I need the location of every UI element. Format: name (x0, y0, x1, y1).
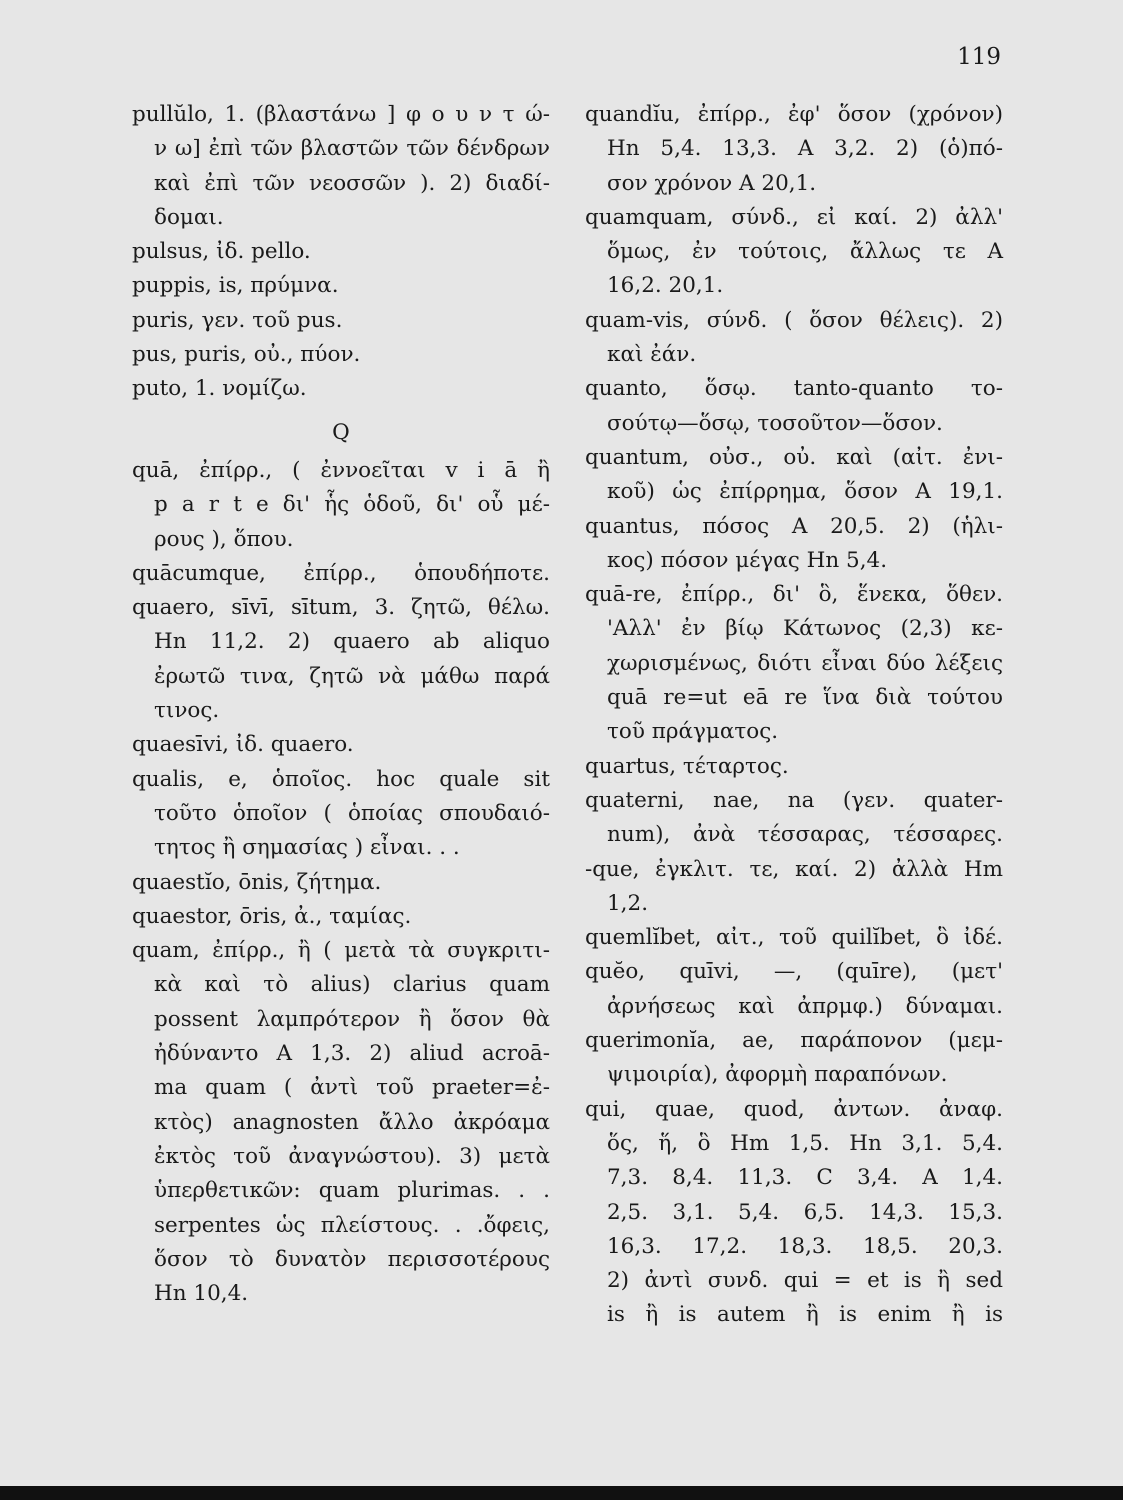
right-column-line: κοῦ) ὡς ἐπίρρημα, ὅσον A 19,1. (607, 479, 1003, 505)
right-column-line: 'Αλλ' ἐν βίῳ Κάτωνος (2,3) κε- (607, 616, 1003, 642)
left-column-line: pus, puris, οὐ., πύον. (132, 342, 361, 368)
left-column-line: Hn 10,4. (154, 1281, 249, 1307)
right-column-line: 16,3. 17,2. 18,3. 18,5. 20,3. (607, 1233, 1003, 1259)
right-column-line: quĕo, quīvi, —, (quīre), (μετ' (585, 959, 1003, 985)
right-column-line: quartus, τέταρτος. (585, 753, 789, 779)
left-column-line: puto, 1. νομίζω. (132, 376, 307, 402)
right-column-line: 16,2. 20,1. (607, 273, 724, 299)
right-column-line: ὅμως, ἐν τούτοις, ἄλλως τε A (607, 239, 1003, 265)
right-column-line: 1,2. (607, 890, 649, 916)
right-column (585, 98, 1003, 1333)
right-column-line: ὅς, ἥ, ὃ Hm 1,5. Hn 3,1. 5,4. (607, 1130, 1003, 1156)
left-column-line: καὶ ἐπὶ τῶν νεοσσῶν ). 2) διαδί- (154, 170, 550, 196)
right-column-line: quamquam, σύνδ., εἰ καί. 2) ἀλλ' (585, 204, 1003, 230)
right-column-line: ψιμοιρία), ἀφορμὴ παραπόνων. (607, 1062, 948, 1088)
left-column-line: pullŭlo, 1. (βλαστάνω ] φ ο υ ν τ ώ- (132, 102, 550, 127)
left-column-line: quaero, sīvī, sītum, 3. ζητῶ, θέλω. (132, 595, 550, 621)
right-column-line: quā-re, ἐπίρρ., δι' ὃ, ἕνεκα, ὅθεν. (585, 582, 1003, 608)
page-number: 119 (957, 44, 1001, 70)
right-column-line: querimonĭa, ae, παράπονον (μεμ- (585, 1028, 1003, 1054)
left-column-line: ρους ), ὅπου. (154, 526, 294, 552)
left-column-line: ὅσον τὸ δυνατὸν περισσοτέρους (154, 1246, 550, 1272)
right-column-line: χωρισμένως, διότι εἶναι δύο λέξεις (607, 650, 1003, 676)
left-column-line: κὰ καὶ τὸ alius) clarius quam (154, 972, 550, 998)
left-column-line: Hn 11,2. 2) quaero ab aliquo (154, 629, 550, 655)
right-column-line: is ἢ is autem ἢ is enim ἢ is (607, 1302, 1003, 1328)
right-column-line: quantus, πόσος A 20,5. 2) (ἡλι- (585, 513, 1003, 539)
right-column-line: quaterni, nae, na (γεν. quater- (585, 787, 1003, 813)
left-column-line: τητος ἢ σημασίας ) εἶναι. . . (154, 835, 460, 861)
right-column-line: κος) πόσον μέγας Hn 5,4. (607, 547, 888, 573)
left-column-line: quaestĭo, ōnis, ζήτημα. (132, 869, 382, 895)
left-column-line: p a r t e δι' ἧς ὁδοῦ, δι' οὗ μέ- (154, 492, 550, 518)
left-column-line: pulsus, ἰδ. pello. (132, 239, 311, 265)
left-column-line: ὑπερθετικῶν: quam plurimas. . . (154, 1178, 550, 1204)
right-column-line: σούτῳ—ὅσῳ, τοσοῦτον—ὅσον. (607, 410, 943, 436)
right-column-line: τοῦ πράγματος. (607, 719, 779, 745)
right-column-line: quantum, οὐσ., οὐ. καὶ (αἰτ. ἐνι- (585, 444, 1003, 470)
left-column-line: κτὸς) anagnosten ἄλλο ἀκρόαμα (154, 1109, 550, 1135)
left-column-line: τοῦτο ὁποῖον ( ὁποίας σπουδαιό- (154, 800, 550, 826)
left-column-line: ἠδύναντο A 1,3. 2) aliud acroā- (154, 1041, 550, 1067)
right-column-line: 2) ἀντὶ συνδ. qui = et is ἢ sed (607, 1268, 1003, 1294)
right-column-line: καὶ ἐάν. (607, 342, 697, 368)
right-column-line: 7,3. 8,4. 11,3. C 3,4. A 1,4. (607, 1165, 1003, 1191)
left-column-line: quam, ἐπίρρ., ἢ ( μετὰ τὰ συγκριτι- (132, 938, 550, 964)
left-column-line: puppis, is, πρύμνα. (132, 273, 339, 299)
left-column-line: quaestor, ōris, ἀ., ταμίας. (132, 903, 412, 929)
right-column-line: ἀρνήσεως καὶ ἀπρμφ.) δύναμαι. (607, 993, 1003, 1019)
left-column-line: ν ω] ἐπὶ τῶν βλαστῶν τῶν δένδρων (154, 136, 550, 162)
right-column-line: quanto, ὅσῳ. tanto-quanto το- (585, 376, 1003, 402)
right-column-line: quā re=ut eā re ἵνα διὰ τούτου (607, 685, 1003, 711)
right-column-line: quandĭu, ἐπίρρ., ἐφ' ὅσον (χρόνον) (585, 102, 1003, 127)
left-column-line: ἐρωτῶ τινα, ζητῶ νὰ μάθω παρά (154, 663, 550, 689)
section-letter: Q (332, 419, 350, 445)
right-column-line: σον χρόνον A 20,1. (607, 170, 817, 196)
left-column-line: ma quam ( ἀντὶ τοῦ praeter=ἐ- (154, 1075, 550, 1101)
left-column (132, 98, 550, 1311)
left-column-line: quācumque, ἐπίρρ., ὁπουδήποτε. (132, 560, 550, 586)
right-column-line: num), ἀνὰ τέσσαρας, τέσσαρες. (607, 822, 1003, 848)
right-column-line: quemlĭbet, αἰτ., τοῦ quilĭbet, ὃ ἰδέ. (585, 925, 1003, 951)
right-column-line: 2,5. 3,1. 5,4. 6,5. 14,3. 15,3. (607, 1199, 1003, 1225)
left-column-line: serpentes ὡς πλείστους. . .ὄφεις, (154, 1212, 550, 1238)
left-column-line: quā, ἐπίρρ., ( ἐννοεῖται v i ā ἢ (132, 457, 550, 483)
right-column-line: Hn 5,4. 13,3. A 3,2. 2) (ὁ)πό- (607, 136, 1003, 162)
left-column-line: δομαι. (154, 204, 224, 230)
right-column-line: -que, ἐγκλιτ. τε, καί. 2) ἀλλὰ Hm (585, 856, 1003, 882)
left-column-line: ἐκτὸς τοῦ ἀναγνώστου). 3) μετὰ (154, 1143, 550, 1169)
right-column-line: qui, quae, quod, ἀντων. ἀναφ. (585, 1096, 1003, 1122)
left-column-line: quaesīvi, ἰδ. quaero. (132, 732, 354, 758)
left-column-line: qualis, e, ὁποῖος. hoc quale sit (132, 766, 550, 792)
right-column-line: quam-vis, σύνδ. ( ὅσον θέλεις). 2) (585, 307, 1003, 333)
left-column-line: τινος. (154, 698, 220, 724)
left-column-line: puris, γεν. τοῦ pus. (132, 307, 343, 333)
left-column-line: possent λαμπρότερον ἢ ὅσον θὰ (154, 1006, 550, 1032)
